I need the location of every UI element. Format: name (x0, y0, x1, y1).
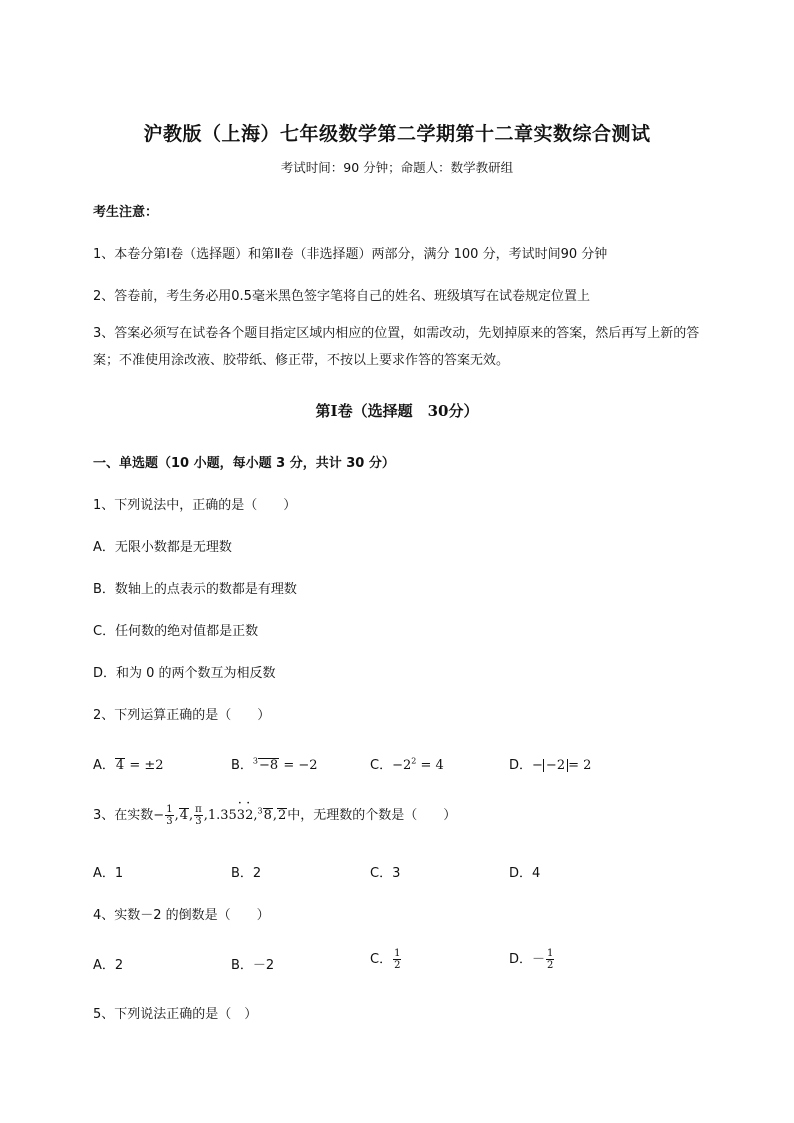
notice-item-3: 3、答案必须写在试卷各个题目指定区域内相应的位置，如需改动，先划掉原来的答案，然后再写上新的答案；不准使用涂改液、胶带纸、修正带，不按以上要求作答的答案无效。 (93, 326, 700, 368)
numerator: 1 (547, 948, 554, 959)
fraction-pi-third (194, 804, 203, 827)
question-3-option-d[interactable]: D．4 (509, 866, 541, 881)
exam-info: 考试时间：90 分钟；命题人：数学教研组 (280, 160, 514, 175)
denominator: 3 (166, 816, 173, 827)
root-index: 3 (252, 756, 259, 766)
cube-root-eight: 8 (263, 808, 272, 823)
separator: , (174, 808, 179, 823)
question-4-option-a[interactable]: A．2 (93, 958, 124, 973)
page-title: 沪教版（上海）七年级数学第二学期第十二章实数综合测试 (143, 123, 651, 145)
part-title: 一、单选题（10 小题，每小题 3 分，共计 30 分） (93, 456, 395, 471)
question-3-stem (93, 804, 456, 827)
section-title: 第Ⅰ卷（选择题 30分） (315, 402, 479, 420)
option-label: D． (509, 758, 533, 773)
math-minus: − (153, 808, 165, 823)
question-3-option-a[interactable]: A．1 (93, 866, 124, 881)
numerator: 1 (394, 948, 401, 959)
repeating-decimal: 1.35 (207, 808, 237, 823)
question-2-option-b[interactable] (231, 754, 318, 773)
sqrt-four: 4 (179, 808, 188, 823)
math-rhs: = 4 (420, 758, 444, 773)
numerator: π (195, 804, 202, 815)
denominator: 3 (195, 816, 202, 827)
math-exponent: 2 (411, 756, 417, 766)
fraction-one-half (393, 948, 401, 971)
question-3-option-c[interactable]: C．3 (370, 866, 401, 881)
question-1-option-b[interactable]: B．数轴上的点表示的数都是有理数 (93, 582, 297, 597)
sqrt-expression: 4 (115, 758, 125, 773)
stem-suffix: 中，无理数的个数是（ ） (287, 808, 457, 823)
option-label: A． (93, 758, 115, 773)
question-2-option-a[interactable] (93, 754, 164, 773)
option-label: C． (370, 758, 393, 773)
question-2-stem: 2、下列运算正确的是（ ） (93, 708, 271, 723)
math-rhs: = ±2 (129, 758, 164, 773)
fraction-one-third (165, 804, 173, 827)
fraction-one-half (546, 948, 554, 971)
math-rhs: = −2 (283, 758, 318, 773)
question-2-option-d[interactable] (509, 754, 591, 773)
repeating-digit: · 2 (245, 808, 253, 823)
separator: , (253, 808, 258, 823)
option-label: B． (231, 758, 253, 773)
question-5-stem: 5、下列说法正确的是（ ） (93, 1007, 258, 1022)
notice-heading: 考生注意： (93, 205, 159, 220)
math-minus: − (532, 758, 543, 773)
question-4-option-b[interactable]: B．－2 (231, 958, 275, 973)
stem-prefix: 3、在实数 (93, 808, 154, 823)
question-1-stem: 1、下列说法中，正确的是（ ） (93, 498, 297, 513)
question-2-option-c[interactable] (370, 754, 444, 773)
separator: , (272, 808, 278, 823)
math-base: −2 (392, 758, 412, 773)
separator: , (188, 808, 194, 823)
notice-item-2: 2、答卷前，考生务必用0.5毫米黑色签字笔将自己的姓名、班级填写在试卷规定位置上 (93, 289, 590, 304)
denominator: 2 (394, 960, 401, 971)
denominator: 2 (547, 960, 554, 971)
root-index: 3 (257, 806, 263, 816)
option-label: D．－ (509, 952, 546, 967)
question-1-option-c[interactable]: C．任何数的绝对值都是正数 (93, 624, 259, 639)
question-4-option-d[interactable] (509, 948, 555, 971)
sqrt-two: 2 (278, 808, 287, 823)
question-1-option-a[interactable]: A．无限小数都是无理数 (93, 540, 232, 555)
question-4-option-c[interactable] (370, 948, 402, 971)
cube-root-expression: −8 (259, 758, 279, 773)
option-label: C． (370, 952, 393, 967)
question-4-stem: 4、实数－2 的倒数是（ ） (93, 908, 270, 923)
notice-item-1: 1、本卷分第Ⅰ卷（选择题）和第Ⅱ卷（非选择题）两部分，满分 100 分，考试时间90 分钟 (93, 247, 608, 262)
absolute-value: −2 (543, 759, 568, 772)
question-1-option-d[interactable]: D．和为 0 的两个数互为相反数 (93, 666, 276, 681)
repeating-digit: · 3 (237, 808, 245, 823)
math-rhs: = 2 (568, 758, 592, 773)
question-3-option-b[interactable]: B．2 (231, 866, 262, 881)
separator: , (203, 808, 208, 823)
numerator: 1 (166, 804, 173, 815)
